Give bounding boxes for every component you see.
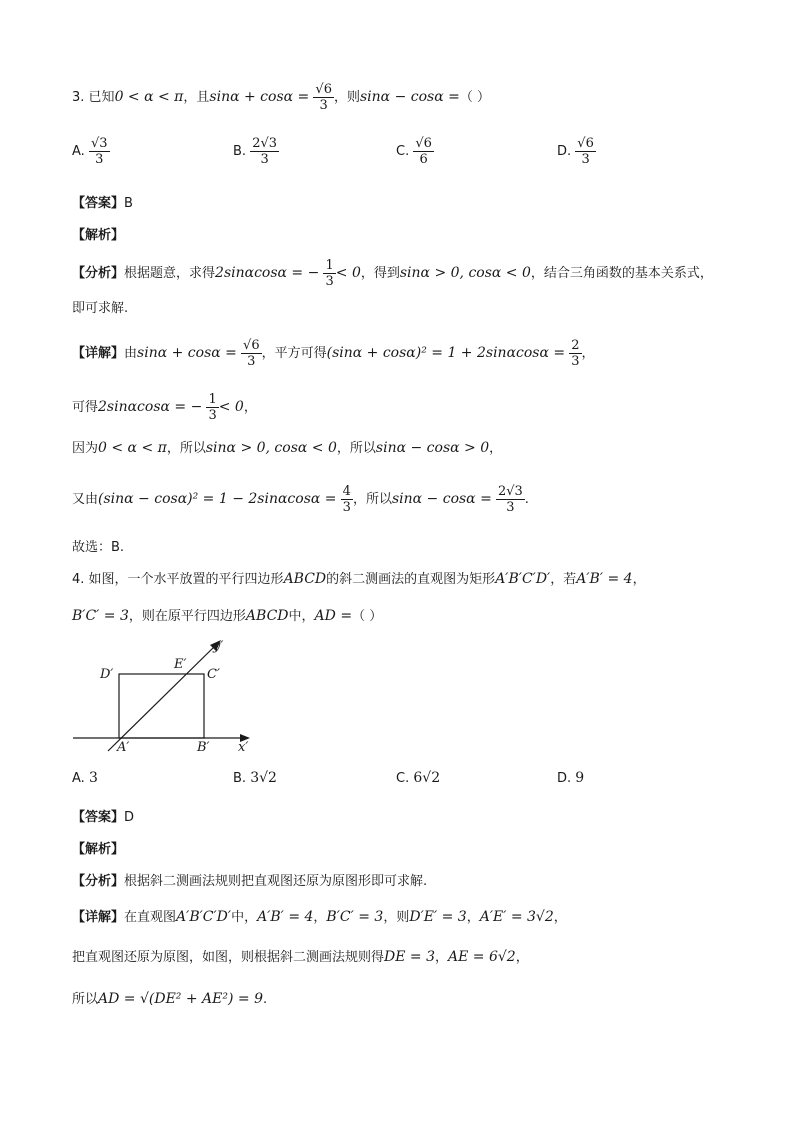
q4-xiangjie-3: 所以AD = √(DE² + AE²) = 9. bbox=[72, 991, 268, 1007]
q3-option-a: A. $\frac{√3}{3}$ bbox=[72, 136, 108, 167]
q4-stem-1: 4. 如图，一个水平放置的平行四边形ABCD的斜二测画法的直观图为矩形A′B′C′D′，若A′B′ = 4， bbox=[72, 571, 646, 587]
label-x: x′ bbox=[238, 740, 249, 755]
label-e: E′ bbox=[174, 657, 187, 672]
q4-option-a: A. 3 bbox=[72, 770, 98, 786]
q3-option-c: C. $\frac{√6}{6}$ bbox=[396, 136, 432, 167]
q4-stem-2: B′C′ = 3，则在原平行四边形ABCD中，AD =（ ） bbox=[72, 608, 383, 624]
q3-xiangjie-4: 又由(sinα − cosα)² = 1 − 2sinαcosα = $\frac{4}{3}$ ，所以sinα − cosα = $\frac{2√3}{3}$ . bbox=[72, 484, 529, 515]
q3-analysis-tag: 【解析】 bbox=[72, 228, 125, 243]
q3-answer: 【答案】B bbox=[72, 196, 133, 211]
q3-option-d: D. $\frac{√6}{3}$ bbox=[557, 136, 594, 167]
q4-xiangjie-1: 【详解】在直观图A′B′C′D′中，A′B′ = 4，B′C′ = 3，则D′E′ = 3，A′E′ = 3√2， bbox=[72, 909, 567, 925]
q3-xiangjie-3: 因为0 < α < π，所以sinα > 0, cosα < 0，所以sinα − cosα > 0， bbox=[72, 440, 503, 456]
q3-frac: $\frac{√6}{3}$ bbox=[315, 82, 332, 113]
q4-analysis-tag: 【解析】 bbox=[72, 842, 125, 857]
q3-fenxi-cont: 即可求解. bbox=[72, 301, 129, 316]
q3-option-b: B. $\frac{2√3}{3}$ bbox=[233, 136, 278, 167]
label-b: B′ bbox=[197, 740, 210, 755]
q4-xiangjie-2: 把直观图还原为原图，如图，则根据斜二测画法规则得DE = 3，AE = 6√2， bbox=[72, 949, 529, 965]
q4-figure bbox=[68, 632, 268, 757]
label-d: D′ bbox=[100, 667, 114, 682]
q4-option-d: D. 9 bbox=[557, 770, 585, 786]
q3-xiangjie-1: 【详解】由sinα + cosα = $\frac{√6}{3}$ ，平方可得(sinα + cosα)² = 1 + 2sinαcosα = $\frac{2}{3}$ ， bbox=[72, 338, 595, 369]
q3-stem: 3. 已知0 < α < π，且sinα + cosα = $\frac{√6}{3}$ ，则sinα − cosα =（ ） bbox=[72, 82, 490, 113]
y-axis bbox=[108, 645, 216, 751]
label-c: C′ bbox=[207, 667, 220, 682]
label-y: y′ bbox=[213, 639, 224, 654]
q3-xiangjie-2: 可得2sinαcosα = − $\frac{1}{3}$ < 0， bbox=[72, 392, 257, 423]
q4-answer: 【答案】D bbox=[72, 810, 135, 825]
q4-option-b: B. 3√2 bbox=[233, 770, 277, 786]
q3-final: 故选：B. bbox=[72, 540, 125, 555]
label-a: A′ bbox=[117, 740, 130, 755]
q3-fenxi: 【分析】根据题意，求得2sinαcosα = − $\frac{1}{3}$ < 0，得到sinα > 0, cosα < 0，结合三角函数的基本关系式， bbox=[72, 258, 713, 289]
q4-option-c: C. 6√2 bbox=[396, 770, 441, 786]
q4-fenxi: 【分析】根据斜二测画法规则把直观图还原为原图形即可求解. bbox=[72, 874, 428, 889]
